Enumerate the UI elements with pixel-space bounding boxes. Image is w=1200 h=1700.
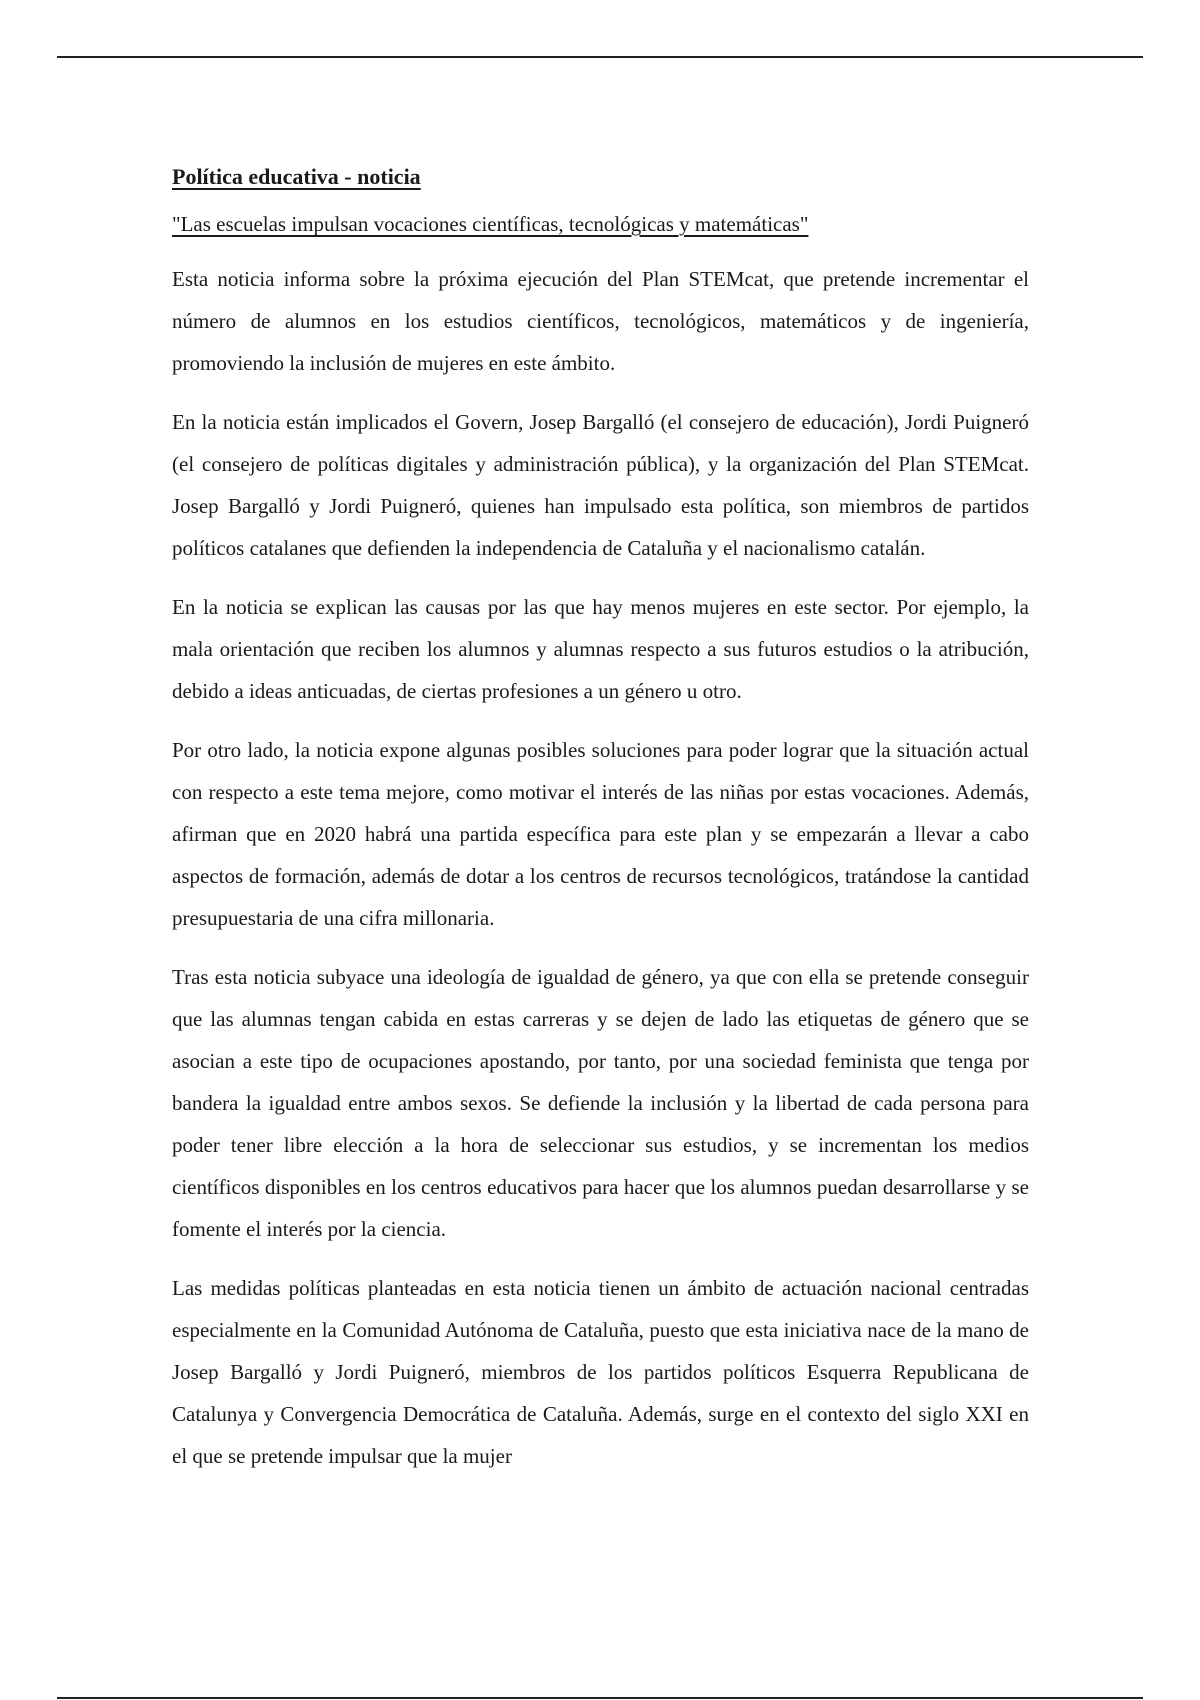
document-title: Política educativa - noticia xyxy=(172,164,421,189)
paragraph-1: Esta noticia informa sobre la próxima ejecución del Plan STEMcat, que pretende incrementar el número de alumnos en los estudios científicos, tecnológicos, matemáticos y de ingeniería, promoviendo la inclusión de mujeres en este ámbito. xyxy=(172,266,1029,375)
news-headline: "Las escuelas impulsan vocaciones científicas, tecnológicas y matemáticas" xyxy=(172,212,809,236)
footer-rule xyxy=(57,1697,1143,1699)
paragraph-2: En la noticia están implicados el Govern, Josep Bargalló (el consejero de educación), Jordi Puigneró (el consejero de políticas digitales y administración pública), y la organización del Plan STEMcat. Josep Bargalló y Jordi Puigneró, quienes han impulsado esta política, son miembros de partidos políticos catalanes que defienden la independencia de Cataluña y el nacionalismo catalán. xyxy=(172,409,1029,560)
document-body xyxy=(172,160,1029,1494)
paragraph-5: Tras esta noticia subyace una ideología de igualdad de género, ya que con ella se pretende conseguir que las alumnas tengan cabida en estas carreras y se dejen de lado las etiquetas de género que se asocian a este tipo de ocupaciones apostando, por tanto, por una sociedad feminista que tenga por bandera la igualdad entre ambos sexos. Se defiende la inclusión y la libertad de cada persona para poder tener libre elección a la hora de seleccionar sus estudios, y se incrementan los medios científicos disponibles en los centros educativos para hacer que los alumnos puedan desarrollarse y se fomente el interés por la ciencia. xyxy=(172,964,1029,1241)
header-rule xyxy=(57,56,1143,58)
paragraph-3: En la noticia se explican las causas por las que hay menos mujeres en este sector. Por ejemplo, la mala orientación que reciben los alumnos y alumnas respecto a sus futuros estudios o la atribución, debido a ideas anticuadas, de ciertas profesiones a un género u otro. xyxy=(172,594,1029,703)
paragraph-6: Las medidas políticas planteadas en esta noticia tienen un ámbito de actuación nacional centradas especialmente en la Comunidad Autónoma de Cataluña, puesto que esta iniciativa nace de la mano de Josep Bargalló y Jordi Puigneró, miembros de los partidos políticos Esquerra Republicana de Catalunya y Convergencia Democrática de Cataluña. Además, surge en el contexto del siglo XXI en el que se pretende impulsar que la mujer xyxy=(172,1275,1029,1468)
paragraph-4: Por otro lado, la noticia expone algunas posibles soluciones para poder lograr que la situación actual con respecto a este tema mejore, como motivar el interés de las niñas por estas vocaciones. Además, afirman que en 2020 habrá una partida específica para este plan y se empezarán a llevar a cabo aspectos de formación, además de dotar a los centros de recursos tecnológicos, tratándose la cantidad presupuestaria de una cifra millonaria. xyxy=(172,737,1029,930)
